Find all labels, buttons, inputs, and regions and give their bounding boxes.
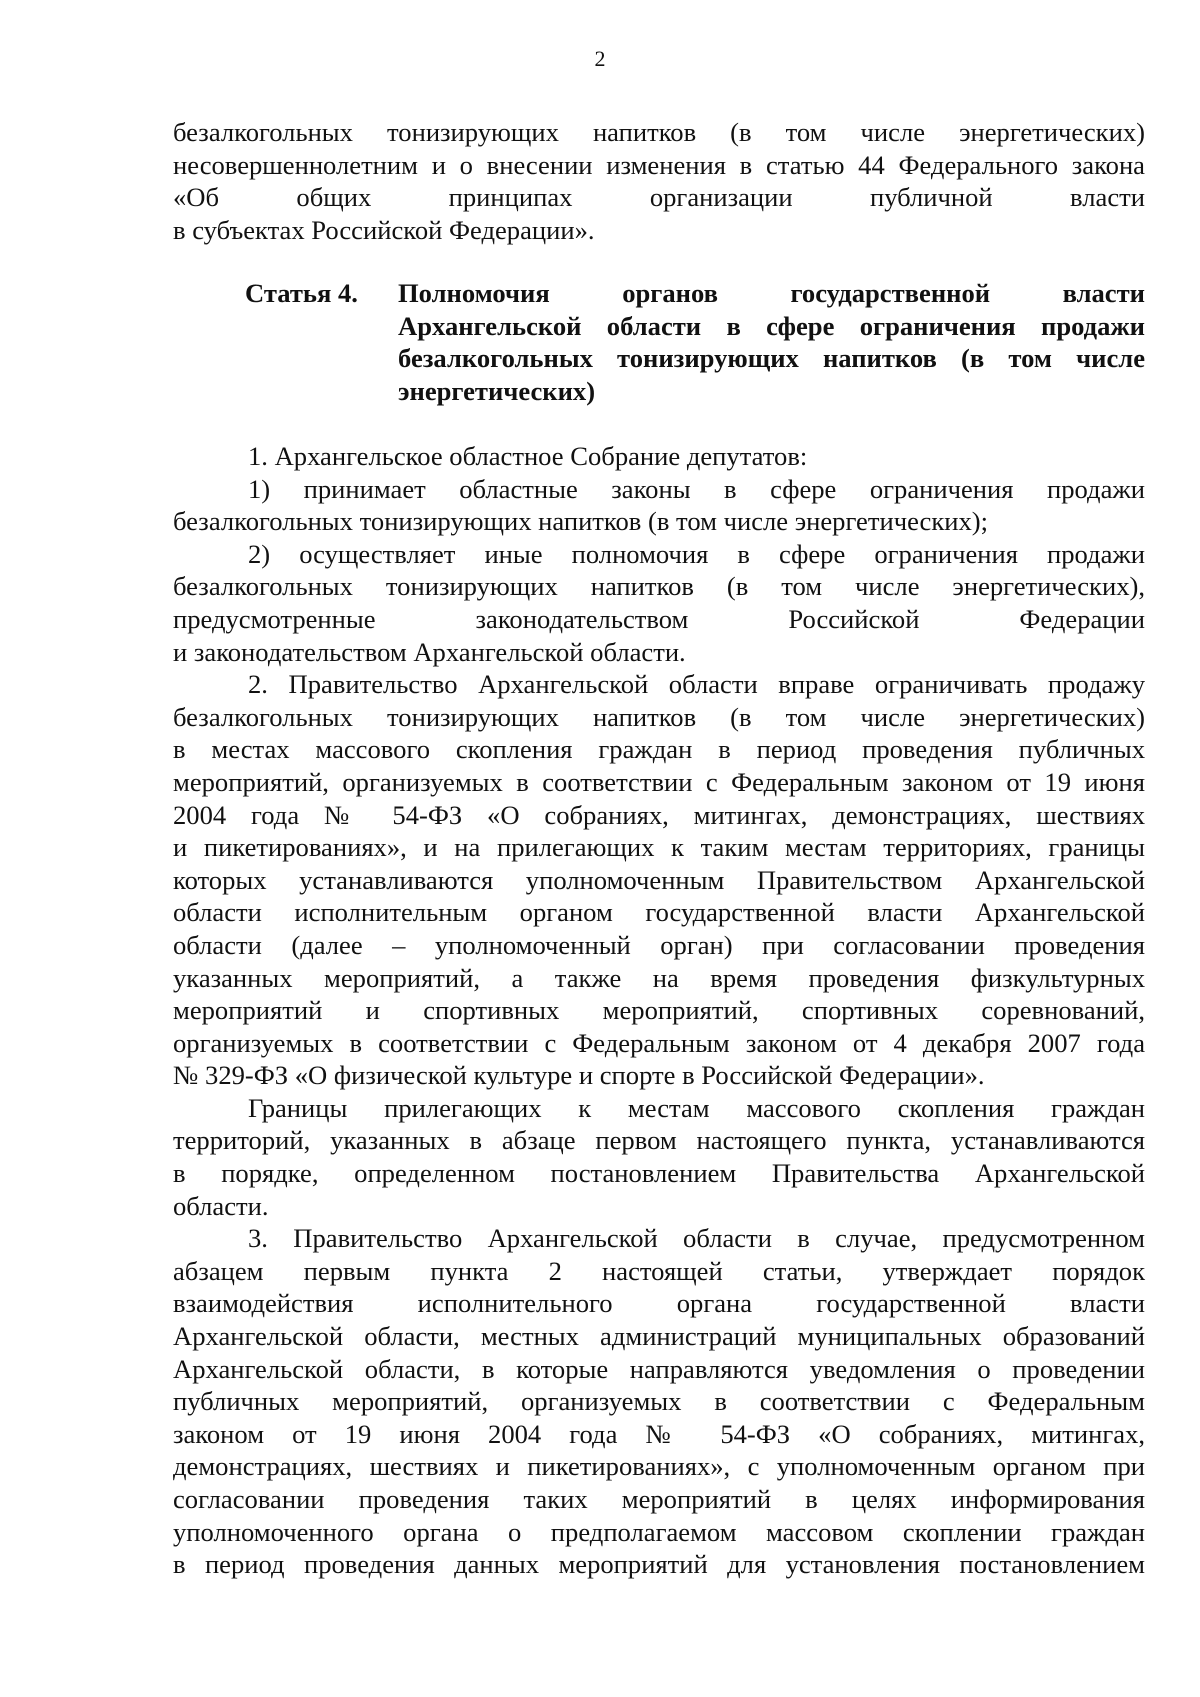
text-line: законом от 19 июня 2004 года № 54-ФЗ «О собраниях, митингах, [173, 1418, 1145, 1449]
article-title-line: Архангельской области в сфере ограничения продажи [398, 310, 1145, 341]
text-line: абзацем первым пункта 2 настоящей статьи, утверждает порядок [173, 1255, 1145, 1286]
text-line: «Об общих принципах организации публичной власти [173, 182, 1145, 213]
article-body [173, 440, 1145, 1581]
page-number: 2 [594, 46, 606, 71]
text-line: организуемых в соответствии с Федеральным законом от 4 декабря 2007 года [173, 1027, 1145, 1058]
article-title-line: энергетических) [398, 375, 596, 406]
text-line: 2) осуществляет иные полномочия в сфере ограничения продажи [248, 538, 1145, 569]
text-line: уполномоченного органа о предполагаемом массовом скоплении граждан [173, 1516, 1145, 1547]
text-line: области исполнительным органом государственной власти Архангельской [173, 897, 1145, 928]
article-title-line: безалкогольных тонизирующих напитков (в том числе [398, 343, 1145, 374]
text-line: безалкогольных тонизирующих напитков (в том числе энергетических) [173, 117, 1145, 147]
text-line: области. [173, 1190, 269, 1221]
text-line: 1) принимает областные законы в сфере ограничения продажи [248, 473, 1145, 504]
text-line: 2004 года № 54-ФЗ «О собраниях, митингах, демонстрациях, шествиях [173, 799, 1145, 830]
text-line: демонстрациях, шествиях и пикетированиях», с уполномоченным органом при [173, 1451, 1145, 1482]
text-line: области (далее – уполномоченный орган) при согласовании проведения [173, 929, 1145, 960]
text-line: 2. Правительство Архангельской области вправе ограничивать продажу [248, 669, 1145, 700]
article-label: Статья 4. [245, 278, 358, 308]
text-line: территорий, указанных в абзаце первом настоящего пункта, устанавливаются [173, 1125, 1145, 1156]
text-line: в период проведения данных мероприятий для установления постановлением [173, 1549, 1145, 1580]
text-line: несовершеннолетним и о внесении изменения в статью 44 Федерального закона [173, 149, 1145, 180]
text-line: Архангельской области, местных администраций муниципальных образований [173, 1321, 1145, 1352]
article-title [398, 277, 1145, 407]
text-line: № 329-ФЗ «О физической культуре и спорте в Российской Федерации». [173, 1060, 985, 1091]
text-line: которых устанавливаются уполномоченным Правительством Архангельской [173, 864, 1145, 895]
text-line: мероприятий, организуемых в соответствии с Федеральным законом от 19 июня [173, 766, 1145, 797]
text-line: 3. Правительство Архангельской области в случае, предусмотренном [248, 1223, 1145, 1254]
intro-paragraph [173, 116, 1145, 246]
text-line: в местах массового скопления граждан в период проведения публичных [173, 734, 1145, 765]
text-line: в субъектах Российской Федерации». [173, 214, 595, 245]
text-line: и пикетированиях», и на прилегающих к таким местам территориях, границы [173, 832, 1145, 863]
text-line: согласовании проведения таких мероприятий в целях информирования [173, 1484, 1145, 1514]
text-line: публичных мероприятий, организуемых в соответствии с Федеральным [173, 1386, 1145, 1417]
text-line: Архангельской области, в которые направляются уведомления о проведении [173, 1353, 1145, 1384]
text-line: взаимодействия исполнительного органа государственной власти [173, 1288, 1145, 1319]
text-line: мероприятий и спортивных мероприятий, спортивных соревнований, [173, 995, 1145, 1026]
text-line: Границы прилегающих к местам массового скопления граждан [248, 1092, 1145, 1123]
text-line: указанных мероприятий, а также на время проведения физкультурных [173, 962, 1145, 993]
text-line: безалкогольных тонизирующих напитков (в том числе энергетических) [173, 701, 1145, 732]
text-line: и законодательством Архангельской области. [173, 636, 686, 667]
text-line: безалкогольных тонизирующих напитков (в том числе энергетических); [173, 506, 989, 537]
text-line: предусмотренные законодательством Российской Федерации [173, 603, 1145, 634]
article-title-line: Полномочия органов государственной власти [398, 278, 1145, 308]
text-line: в порядке, определенном постановлением Правительства Архангельской [173, 1158, 1145, 1189]
text-line: 1. Архангельское областное Собрание депутатов: [248, 441, 808, 471]
text-line: безалкогольных тонизирующих напитков (в том числе энергетических), [173, 571, 1145, 602]
